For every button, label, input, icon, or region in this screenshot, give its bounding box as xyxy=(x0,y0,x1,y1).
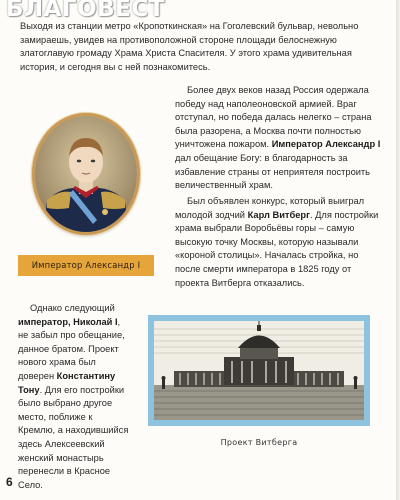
contest-text-end: . Для постройки храма выбрали Воробьёвы горы – самую высокую точку Москвы, которую называли «короной столицы». Началась стройка, но после смерти императора в 1825 году от проекта Витберга отказались. xyxy=(175,209,379,288)
engraving-caption: Проект Витберга xyxy=(220,438,298,447)
portrait-frame xyxy=(18,110,154,238)
architect-name: Карл Витберг xyxy=(247,209,310,220)
emperor-name: Император Александр I xyxy=(271,139,381,150)
victory-paragraph xyxy=(175,84,385,193)
ton-name: Константину Тону xyxy=(18,370,116,395)
portrait-caption-bar xyxy=(18,255,154,276)
engraving-frame xyxy=(148,315,370,426)
nicholas-text-start: Однако следующий xyxy=(30,303,115,313)
emperor-portrait xyxy=(32,113,140,235)
contest-paragraph xyxy=(175,195,385,290)
engraving-image xyxy=(154,321,364,420)
portrait-caption: Император Александр I xyxy=(31,259,141,270)
nicholas-text-end: . Для его постройки было выбрано другое место, поближе к Кремлю, а находившийся здесь Алексеевский женский монастырь перенесли в Красное Село. xyxy=(18,384,129,490)
nicholas-paragraph xyxy=(18,302,130,492)
contest-text-start: Был объявлен конкурс, который выиграл молодой зодчий xyxy=(175,196,365,220)
page-number: 6 xyxy=(6,475,13,489)
nicholas-text-mid: , не забыл про обещание, данное братом. Проект нового храма был доверен xyxy=(18,316,125,381)
page-edge xyxy=(396,0,400,500)
nicholas-name: император, Николай I xyxy=(18,316,118,327)
vitberg-project-engraving xyxy=(154,321,364,420)
intro-paragraph: Выходя из станции метро «Кропоткинская» на Гоголевский бульвар, невольно замираешь, увидев на противоположной стороне площади белоснежную златоглавую громаду Храма Христа Спасителя. У этого храма удивительная история, и сегодня вы с ней познакомитесь. xyxy=(20,21,359,72)
watermark: БЛАГОВЕСТ xyxy=(6,0,165,22)
portrait-image xyxy=(35,116,137,232)
victory-continuation: дал обещание Богу: в благодарность за избавление страны от неприятеля построить величественный храм. xyxy=(175,152,371,191)
victory-text: Более двух веков назад Россия одержала победу над наполеоновской армией. Враг отступал, но победа далась нелегко – страна была разорена, а Москва почти полностью уничтожена пожаром. xyxy=(175,85,372,150)
